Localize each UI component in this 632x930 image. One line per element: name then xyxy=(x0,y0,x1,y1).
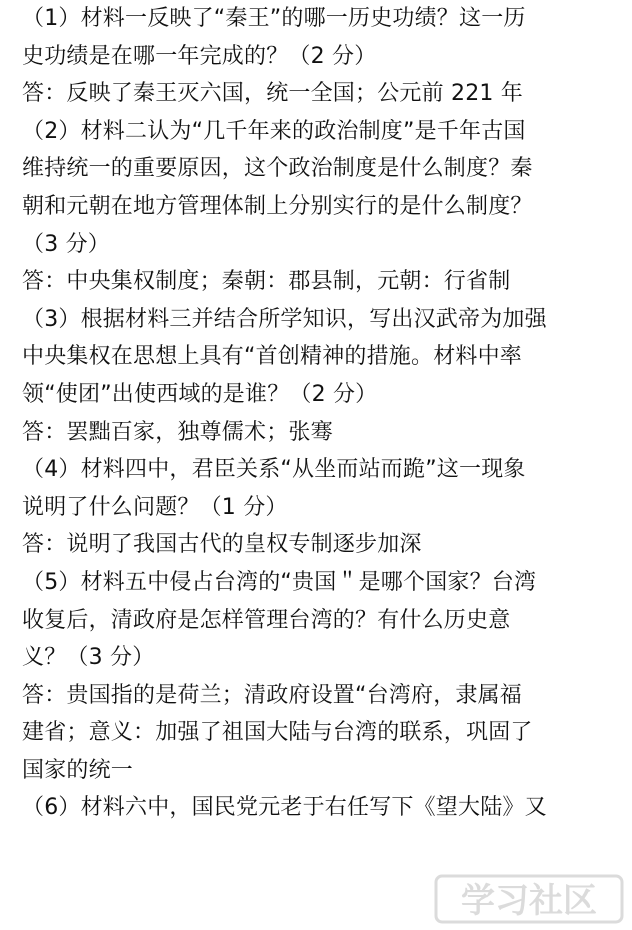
text-line-13: （4）材料四中，君臣关系“从坐而站而跪”这一现象 xyxy=(22,457,526,483)
text-line-10: 中央集权在思想上具有“首创精神的措施。材料中率 xyxy=(22,344,522,370)
text-line-6: 朝和元朝在地方管理体制上分别实行的是什么制度？ xyxy=(22,193,533,219)
text-line-18: 义？（3 分） xyxy=(22,645,155,671)
text-line-1: （1）材料一反映了“秦王”的哪一历史功绩？这一历 xyxy=(22,6,526,31)
site-watermark-logo xyxy=(434,870,624,928)
text-line-17: 收复后，清政府是怎样管理台湾的？有什么历史意 xyxy=(22,607,511,633)
text-line-3: 答：反映了秦王灭六国，统一全国；公元前 221 年 xyxy=(22,81,523,107)
document-body xyxy=(22,0,622,827)
text-line-12: 答：罢黜百家，独尊儒术；张骞 xyxy=(22,419,333,445)
text-line-11: 领“使团”出使西域的是谁？（2 分） xyxy=(22,381,378,407)
text-line-20: 建省；意义：加强了祖国大陆与台湾的联系，巩固了 xyxy=(22,720,533,746)
text-line-7: （3 分） xyxy=(22,231,110,257)
watermark-text: 学习社区 xyxy=(461,881,597,921)
text-line-16: （5）材料五中侵占台湾的“贵国＂是哪个国家？台湾 xyxy=(22,569,537,595)
text-line-5: 维持统一的重要原因，这个政治制度是什么制度？秦 xyxy=(22,156,533,182)
text-line-8: 答：中央集权制度；秦朝：郡县制，元朝：行省制 xyxy=(22,269,511,295)
text-line-15: 答：说明了我国古代的皇权专制逐步加深 xyxy=(22,532,422,558)
text-line-4: （2）材料二认为“几千年来的政治制度”是千年古国 xyxy=(22,118,526,144)
text-line-22: （6）材料六中，国民党元老于右任写下《望大陆》又 xyxy=(22,795,547,821)
text-line-2: 史功绩是在哪一年完成的？（2 分） xyxy=(22,43,377,69)
text-line-19: 答：贵国指的是荷兰；清政府设置“台湾府，隶属福 xyxy=(22,682,522,708)
text-line-21: 国家的统一 xyxy=(22,757,134,783)
watermark-logo-graphic xyxy=(434,870,624,928)
text-line-14: 说明了什么问题？（1 分） xyxy=(22,494,288,520)
text-line-9: （3）根据材料三并结合所学知识，写出汉武帝为加强 xyxy=(22,306,547,332)
